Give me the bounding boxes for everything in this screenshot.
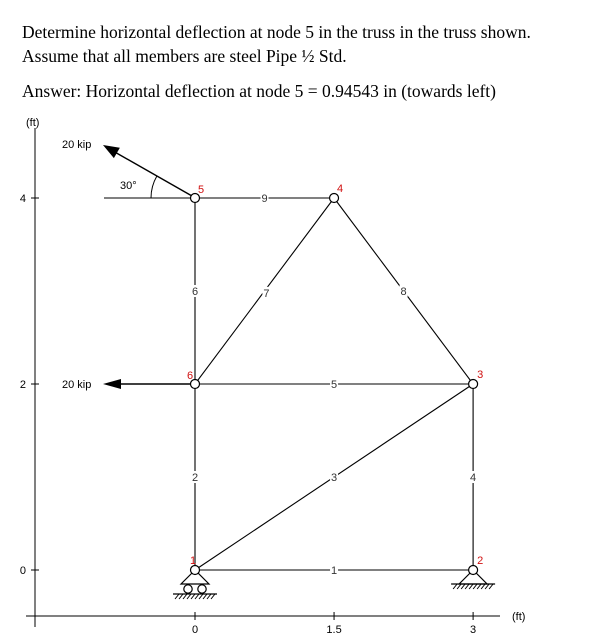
node-label: 3 <box>477 369 484 381</box>
member-label: 4 <box>470 472 477 484</box>
x-tick-label: 0 <box>191 624 199 636</box>
load-label: 20 kip <box>62 139 92 151</box>
ground-hatch <box>179 594 183 599</box>
y-tick-label: 0 <box>19 565 26 577</box>
member-label: 2 <box>191 472 199 484</box>
answer-text: Answer: Horizontal deflection at node 5 = 0.94543 in (towards left) <box>22 81 496 101</box>
member-label: 5 <box>330 379 338 391</box>
ground-hatch <box>457 584 461 589</box>
node-label: 2 <box>477 555 484 567</box>
ground-hatch <box>469 584 473 589</box>
load-arrowhead <box>103 145 120 158</box>
ground-hatch <box>195 594 199 599</box>
load-arrow-node-6 <box>62 379 191 391</box>
y-axis-unit: (ft) <box>26 117 40 129</box>
node-label: 5 <box>198 184 205 196</box>
axes <box>20 117 526 636</box>
x-tick-label: 3 <box>470 624 477 636</box>
load-arrowhead <box>103 379 121 389</box>
x-tick-label: 1.5 <box>326 624 342 636</box>
problem-statement-line-1: Determine horizontal deflection at node 5 in the truss in the truss shown. <box>22 22 531 42</box>
roller-wheel <box>198 585 206 593</box>
ground-hatch <box>461 584 465 589</box>
angle-arc <box>151 176 157 198</box>
ground-hatch <box>207 594 211 599</box>
ground-hatch <box>211 594 215 599</box>
node-label: 4 <box>337 183 344 195</box>
ground-hatch <box>183 594 187 599</box>
ground-hatch <box>489 584 493 589</box>
angle-label: 30° <box>120 180 137 192</box>
ground-hatch <box>203 594 207 599</box>
member-label: 1 <box>330 565 338 577</box>
ground-hatch <box>485 584 489 589</box>
load-arrow-node-5 <box>62 139 192 198</box>
ground-hatch <box>175 594 179 599</box>
ground-hatch <box>465 584 469 589</box>
y-tick-label: 4 <box>19 193 26 205</box>
load-label: 20 kip <box>62 379 92 391</box>
y-tick-label: 2 <box>19 379 26 391</box>
member-label: 9 <box>261 193 268 205</box>
ground-hatch <box>453 584 457 589</box>
truss-members <box>191 192 477 577</box>
roller-wheel <box>184 585 192 593</box>
member-label: 8 <box>400 286 407 298</box>
ground-hatch <box>481 584 485 589</box>
ground-hatch <box>477 584 481 589</box>
member-label: 7 <box>263 287 270 300</box>
loads <box>62 139 192 391</box>
ground-hatch <box>187 594 191 599</box>
member-label: 3 <box>330 472 338 484</box>
ground-hatch <box>199 594 203 599</box>
ground-hatch <box>473 584 477 589</box>
ground-hatch <box>191 594 195 599</box>
problem-statement-line-2: Assume that all members are steel Pipe ½ Std. <box>22 46 347 66</box>
member-label: 6 <box>191 286 199 298</box>
node-label: 6 <box>187 370 194 382</box>
node-label: 1 <box>190 555 197 567</box>
x-axis-unit: (ft) <box>512 611 526 623</box>
